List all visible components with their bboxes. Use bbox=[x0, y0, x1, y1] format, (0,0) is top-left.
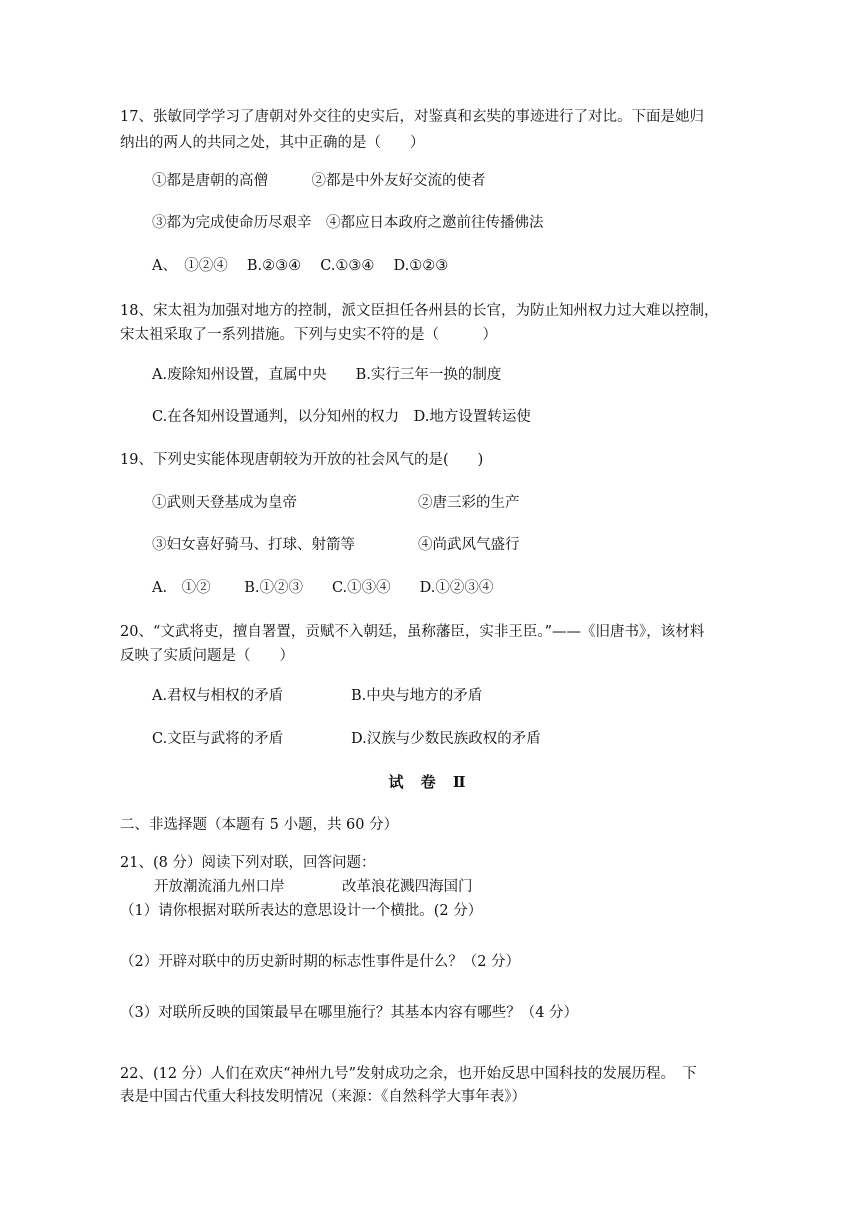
q19-statement-1: ①武则天登基成为皇帝 bbox=[152, 495, 297, 511]
q20-stem-line2: 反映了实质问题是（ ） bbox=[120, 648, 294, 664]
q19-statement-2: ②唐三彩的生产 bbox=[418, 495, 520, 511]
q21-stem: 21、(8 分）阅读下列对联，回答问题： bbox=[120, 855, 376, 871]
q20-option-d: D.汉族与少数民族政权的矛盾 bbox=[351, 731, 541, 747]
q21-subquestion-1: （1）请你根据对联所表达的意思设计一个横批。(2 分） bbox=[120, 903, 483, 919]
q21-couplet-first-line: 开放潮流涌九州口岸 bbox=[154, 879, 285, 895]
q17-statements-1-2: ①都是唐朝的高僧 ②都是中外友好交流的使者 bbox=[152, 173, 486, 189]
q17-stem-line2: 纳出的两人的共同之处，其中正确的是（ ） bbox=[120, 135, 425, 151]
q19-options: A. ①② B.①②③ C.①③④ D.①②③④ bbox=[152, 580, 494, 596]
q18-stem-line2: 宋太祖采取了一系列措施。下列与史实不符的是（ ） bbox=[120, 327, 497, 343]
q20-option-c: C.文臣与武将的矛盾 bbox=[152, 731, 284, 747]
q21-subquestion-2: （2）开辟对联中的历史新时期的标志性事件是什么？（2 分） bbox=[120, 954, 521, 970]
q17-statements-3-4: ③都为完成使命历尽艰辛 ④都应日本政府之邀前往传播佛法 bbox=[152, 215, 544, 231]
section-title: 试 卷 Ⅱ bbox=[388, 773, 472, 791]
section-heading: 二、非选择题（本题有 5 小题，共 60 分） bbox=[120, 817, 399, 833]
q18-stem-line1: 18、宋太祖为加强对地方的控制，派文臣担任各州县的长官，为防止知州权力过大难以控制， bbox=[120, 303, 719, 319]
q19-statement-4: ④尚武风气盛行 bbox=[418, 537, 520, 553]
q20-option-b: B.中央与地方的矛盾 bbox=[351, 688, 483, 704]
q17-stem-line1: 17、张敏同学学习了唐朝对外交往的史实后，对鉴真和玄奘的事迹进行了对比。下面是她归 bbox=[120, 109, 704, 125]
q22-stem-line1: 22、(12 分）人们在欢庆“神州九号”发射成功之余，也开始反思中国科技的发展历程。 下 bbox=[120, 1066, 697, 1082]
q19-stem: 19、下列史实能体现唐朝较为开放的社会风气的是( ) bbox=[120, 452, 484, 468]
q19-statement-3: ③妇女喜好骑马、打球、射箭等 bbox=[152, 537, 355, 553]
q22-stem-line2: 表是中国古代重大科技发明情况（来源：《自然科学大事年表》） bbox=[120, 1089, 526, 1105]
q18-options-cd: C.在各知州设置通判，以分知州的权力 D.地方设置转运使 bbox=[152, 409, 531, 425]
q20-stem-line1: 20、“文武将吏，擅自署置，贡赋不入朝廷，虽称藩臣，实非王臣。”——《旧唐书》，该材料 bbox=[120, 624, 705, 640]
q18-options-ab: A.废除知州设置，直属中央 B.实行三年一换的制度 bbox=[152, 367, 502, 383]
q17-options: A、 ①②④ B.②③④ C.①③④ D.①②③ bbox=[152, 258, 449, 274]
q20-option-a: A.君权与相权的矛盾 bbox=[152, 688, 284, 704]
q21-subquestion-3: （3）对联所反映的国策最早在哪里施行？其基本内容有哪些？（4 分） bbox=[120, 1005, 579, 1021]
q21-couplet-second-line: 改革浪花溅四海国门 bbox=[342, 879, 473, 895]
